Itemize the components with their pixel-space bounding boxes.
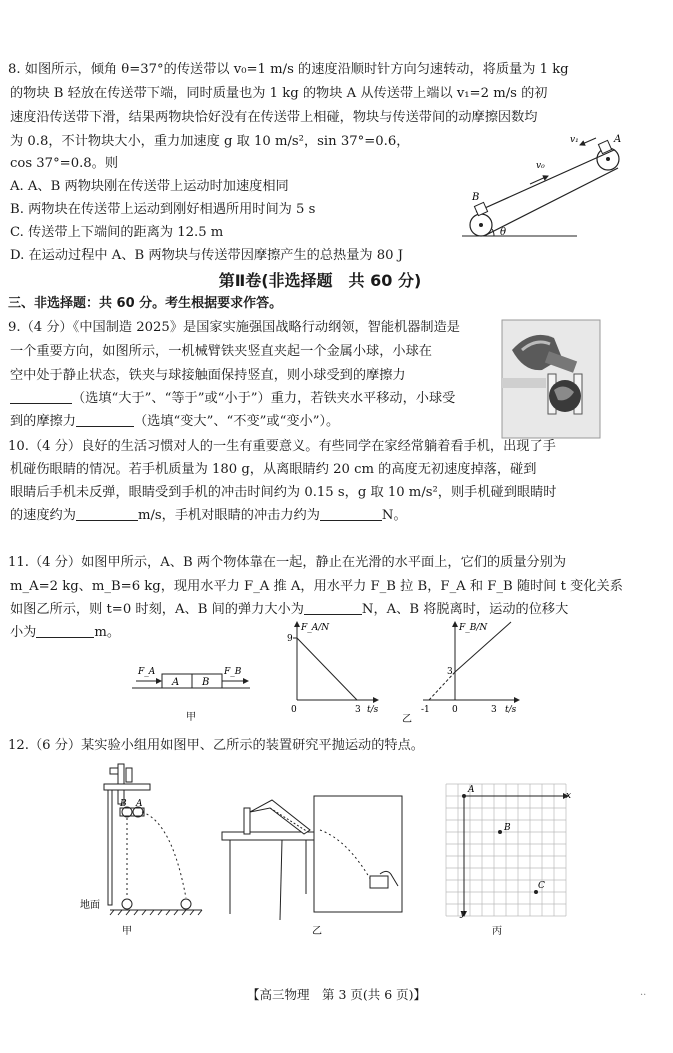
v0-label: v₀	[536, 161, 545, 171]
q11-blank-1[interactable]	[304, 600, 362, 615]
fb-label: F_B	[224, 667, 242, 677]
page-footer: 【高三物理 第 3 页(共 6 页)】	[246, 987, 427, 1002]
fa-time-axis-label: t/s	[367, 705, 379, 715]
q8-option-b: B. 两物块在传送带上运动到刚好相遇所用时间为 5 s	[10, 202, 316, 217]
q9-line-3: 空中处于静止状态，铁夹与球接触面保持竖直，则小球受到的摩擦力	[10, 368, 406, 383]
fa-label: F_A	[138, 667, 156, 677]
q12-line-1: 12.（6 分）某实验小组用如图甲、乙所示的装置研究平抛运动的特点。	[8, 738, 424, 753]
fb-time-axis-label: t/s	[505, 705, 517, 715]
fa-tick-9: 9	[287, 634, 293, 644]
q8-option-a: A. A、B 两物块刚在传送带上运动时加速度相同	[10, 179, 289, 194]
q9-line-2: 一个重要方向，如图所示，一机械臂铁夹竖直夹起一个金属小球，小球在	[10, 344, 432, 359]
q10-line-1: 10.（4 分）良好的生活习惯对人的一生有重要意义。有些同学在家经常躺着看手机，出现了手	[8, 439, 556, 454]
theta-label: θ	[500, 227, 507, 238]
v1-label: v₁	[570, 135, 579, 145]
corner-mark: ··	[640, 990, 647, 1001]
ball-a-label: A	[136, 799, 143, 809]
fa-axis-label: F_A/N	[301, 623, 330, 633]
point-c-label: C	[538, 881, 545, 891]
q10-blank-2[interactable]	[320, 506, 382, 521]
q10-blank-1[interactable]	[76, 506, 138, 521]
point-b-label: B	[504, 823, 511, 833]
q10-line-4: 的速度约为 m/s，手机对眼睛的冲击力约为 N。	[10, 508, 407, 523]
section-heading: 三、非选择题：共 60 分。考生根据要求作答。	[8, 296, 283, 311]
q8-line-3: 速度沿传送带下滑，结果两物块恰好没有在传送带上相碰，物块与传送带间的动摩擦因数均	[10, 110, 538, 125]
q10-line-2: 机碰伤眼睛的情况。若手机质量为 180 g，从离眼睛约 20 cm 的高度无初速度掉落，碰到	[10, 462, 537, 477]
q9-line-5: 到的摩擦力 （选填“变大”、“不变”或“变小”）。	[10, 414, 340, 429]
ball-b-label: B	[120, 799, 127, 809]
fb-tick-3-x: 3	[491, 705, 497, 715]
fb-axis-label: F_B/N	[459, 623, 488, 633]
fb-origin: 0	[452, 705, 458, 715]
conveyor-belt-figure	[462, 132, 627, 244]
figure-caption-bing: 丙	[492, 926, 502, 937]
q8-line-1: 8. 如图所示，倾角 θ=37°的传送带以 v₀=1 m/s 的速度沿顺时针方向匀速转动，将质量为 1 kg	[8, 62, 569, 77]
apparatus-figure-jia	[80, 760, 210, 940]
q9-blank-1[interactable]	[10, 389, 72, 404]
fa-time-graph	[283, 618, 383, 726]
fb-tick-neg1: -1	[421, 705, 430, 715]
point-a-label: A	[468, 785, 475, 795]
block-b-label: B	[472, 192, 480, 203]
q11-blank-2[interactable]	[36, 623, 94, 638]
robot-arm-photo	[502, 320, 600, 438]
ground-label: 地面	[80, 900, 100, 911]
apparatus-figure-yi	[222, 790, 412, 940]
block-a-label: A	[172, 677, 180, 688]
figure-caption-yi: 乙	[312, 926, 322, 937]
section-2-title: 第Ⅱ卷(非选择题 共 60 分)	[218, 271, 422, 290]
q9-line-4: （选填“大于”、“等于”或“小于”）重力，若铁夹水平移动，小球受	[10, 389, 455, 409]
q11-line-3: 如图乙所示，则 t=0 时刻，A、B 间的弹力大小为 N，A、B 将脱离时，运动的位移大	[10, 602, 569, 617]
q8-option-c: C. 传送带上下端间的距离为 12.5 m	[10, 225, 224, 240]
block-a-label: A	[614, 134, 622, 145]
q8-line-5: cos 37°=0.8。则	[10, 156, 119, 171]
fa-tick-3: 3	[355, 705, 361, 715]
q11-line-2: m_A=2 kg、m_B=6 kg，现用水平力 F_A 推 A，用水平力 F_B 拉 B，F_A 和 F_B 随时间 t 变化关系	[10, 579, 623, 594]
figure-caption-yi: 乙	[402, 714, 412, 725]
q11-line-1: 11.（4 分）如图甲所示，A、B 两个物体靠在一起，静止在光滑的水平面上，它们的质量分别为	[8, 555, 567, 570]
q8-line-2: 的物块 B 轻放在传送带下端，同时质量也为 1 kg 的物块 A 从传送带上端以 v₁=2 m/s 的初	[10, 86, 548, 101]
q8-line-4: 为 0.8，不计物块大小，重力加速度 g 取 10 m/s²，sin 37°=0.6，	[10, 134, 410, 149]
x-axis-label: x	[566, 791, 572, 801]
fb-time-graph	[402, 618, 525, 726]
q9-line-1: 9.（4 分）《中国制造 2025》是国家实施强国战略行动纲领，智能机器制造是	[8, 320, 460, 335]
q10-line-3: 眼睛后手机未反弹，眼睛受到手机的冲击时间约为 0.15 s，g 取 10 m/s²，则手机碰到眼睛时	[10, 485, 557, 500]
block-b-label: B	[202, 677, 210, 688]
q8-option-d: D. 在运动过程中 A、B 两物块与传送带因摩擦产生的总热量为 80 J	[10, 248, 404, 263]
blocks-figure-jia	[128, 660, 258, 724]
q11-line-4: 小为 m。	[10, 625, 121, 640]
figure-caption-jia: 甲	[186, 712, 196, 723]
fb-tick-3: 3	[447, 667, 453, 677]
y-axis-label: y	[460, 909, 466, 919]
figure-caption-jia: 甲	[122, 926, 132, 937]
q9-blank-2[interactable]	[76, 412, 134, 427]
grid-figure-bing	[436, 782, 576, 937]
fa-origin: 0	[291, 705, 297, 715]
